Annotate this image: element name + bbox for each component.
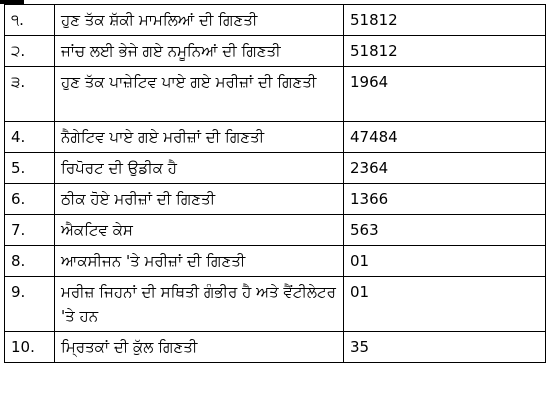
table-row xyxy=(5,36,546,67)
row-number: 6. xyxy=(5,184,55,215)
row-value: 01 xyxy=(344,246,546,277)
row-label: ਆਕਸੀਜਨ 'ਤੇ ਮਰੀਜ਼ਾਂ ਦੀ ਗਿਣਤੀ xyxy=(55,246,344,277)
covid-stats-table xyxy=(4,4,546,363)
table-row xyxy=(5,122,546,153)
row-value: 563 xyxy=(344,215,546,246)
row-number: ੩. xyxy=(5,67,55,122)
row-value: 1366 xyxy=(344,184,546,215)
row-label: ਹੁਣ ਤੱਕ ਪਾਜ਼ੇਟਿਵ ਪਾਏ ਗਏ ਮਰੀਜ਼ਾਂ ਦੀ ਗਿਣਤੀ xyxy=(55,67,344,122)
table-row xyxy=(5,184,546,215)
row-number: 9. xyxy=(5,277,55,332)
row-value: 01 xyxy=(344,277,546,332)
row-label: ਹੁਣ ਤੱਕ ਸ਼ੱਕੀ ਮਾਮਲਿਆਂ ਦੀ ਗਿਣਤੀ xyxy=(55,5,344,36)
table-row xyxy=(5,277,546,332)
table-row xyxy=(5,332,546,363)
table-row xyxy=(5,215,546,246)
row-label: ਐਕਟਿਵ ਕੇਸ xyxy=(55,215,344,246)
row-value: 51812 xyxy=(344,5,546,36)
row-value: 51812 xyxy=(344,36,546,67)
row-label: ਮ੍ਰਿਤਕਾਂ ਦੀ ਕੁੱਲ ਗਿਣਤੀ xyxy=(55,332,344,363)
row-label: ਨੈਗੇਟਿਵ ਪਾਏ ਗਏ ਮਰੀਜ਼ਾਂ ਦੀ ਗਿਣਤੀ xyxy=(55,122,344,153)
table-row xyxy=(5,246,546,277)
row-value: 35 xyxy=(344,332,546,363)
table-row xyxy=(5,5,546,36)
row-number: 5. xyxy=(5,153,55,184)
row-label: ਠੀਕ ਹੋਏ ਮਰੀਜ਼ਾਂ ਦੀ ਗਿਣਤੀ xyxy=(55,184,344,215)
table-row xyxy=(5,67,546,122)
row-number: 8. xyxy=(5,246,55,277)
row-value: 47484 xyxy=(344,122,546,153)
row-value: 1964 xyxy=(344,67,546,122)
row-number: 10. xyxy=(5,332,55,363)
row-label: ਰਿਪੋਰਟ ਦੀ ਉਡੀਕ ਹੈ xyxy=(55,153,344,184)
row-value: 2364 xyxy=(344,153,546,184)
row-number: ੨. xyxy=(5,36,55,67)
row-label: ਮਰੀਜ਼ ਜਿਹਨਾਂ ਦੀ ਸਥਿਤੀ ਗੰਭੀਰ ਹੈ ਅਤੇ ਵੈਂਟੀਲੇਟਰ 'ਤੇ ਹਨ xyxy=(55,277,344,332)
table-row xyxy=(5,153,546,184)
row-number: ੧. xyxy=(5,5,55,36)
row-label: ਜਾਂਚ ਲਈ ਭੇਜੇ ਗਏ ਨਮੂਨਿਆਂ ਦੀ ਗਿਣਤੀ xyxy=(55,36,344,67)
row-number: 4. xyxy=(5,122,55,153)
row-number: 7. xyxy=(5,215,55,246)
